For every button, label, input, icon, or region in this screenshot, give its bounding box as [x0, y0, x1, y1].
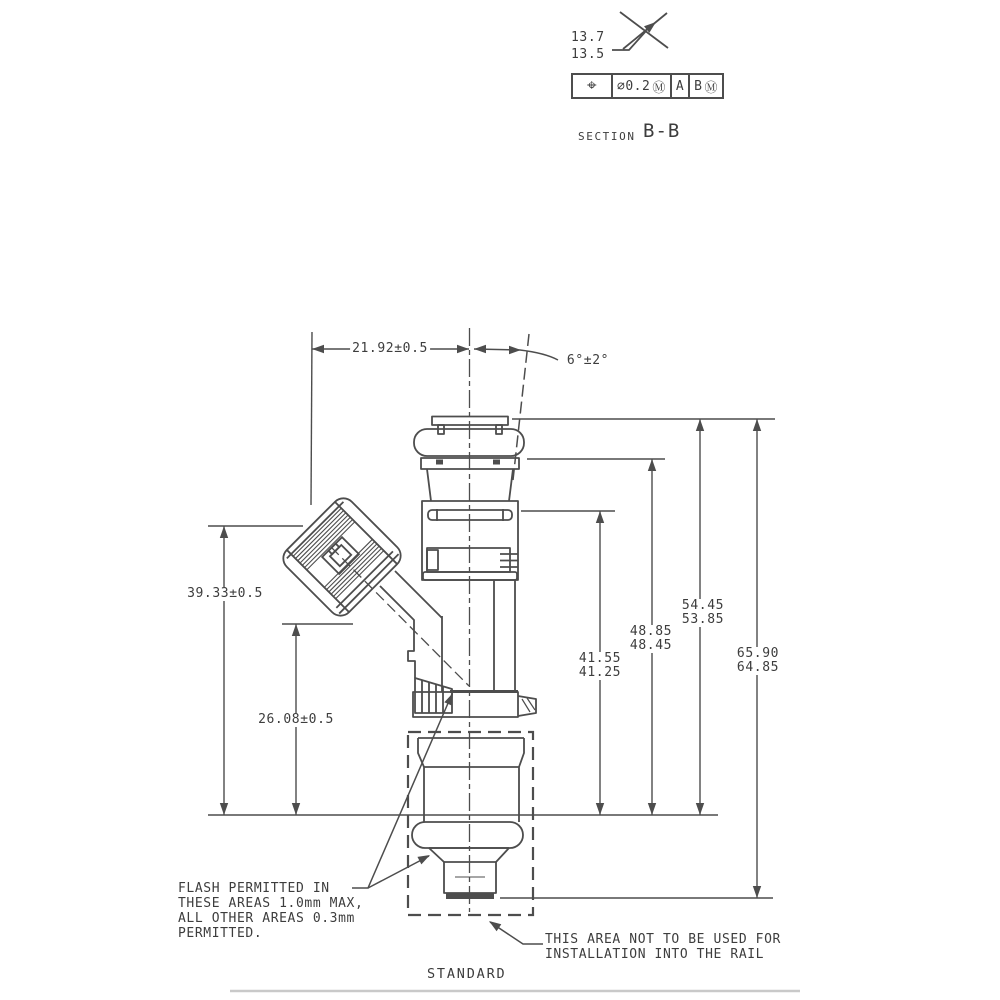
- arrow-26-top-icon: [292, 624, 300, 636]
- arrow-41-top-icon: [596, 511, 604, 523]
- body-lower-band-left-box: [427, 550, 438, 570]
- dim-connector-bottom-height: 26.08±0.5: [258, 712, 334, 727]
- arrow-48-bottom-icon: [648, 803, 656, 815]
- lower-seat: [418, 738, 524, 822]
- dim-65: [735, 647, 781, 675]
- body-clip-comb: [500, 554, 518, 567]
- nozzle-tip-band: [446, 893, 494, 899]
- flash-note-line2: THESE AREAS 1.0mm MAX,: [178, 896, 364, 911]
- datum-b-cell: [688, 75, 722, 97]
- connector-clip-latch: [329, 544, 340, 555]
- tolerance-value: ⌀0.2: [617, 78, 651, 94]
- feature-control-frame: [571, 73, 724, 99]
- variant-label: STANDARD: [427, 966, 507, 982]
- position-symbol-icon: ⌖: [586, 76, 598, 96]
- injector-outline: [380, 417, 536, 900]
- electrical-connector: [278, 493, 405, 620]
- dim-41-lower: 41.25: [578, 665, 622, 680]
- dim-connector-top-height: 39.33±0.5: [187, 586, 263, 601]
- dim-41-upper: 41.55: [578, 651, 622, 666]
- rail-note-line1: THIS AREA NOT TO BE USED FOR: [545, 932, 781, 947]
- arrow-angle-left-icon: [474, 345, 486, 353]
- collar-tab-hatch: [522, 698, 535, 712]
- tolerance-cell: [611, 75, 670, 97]
- dim-48-upper: 48.85: [629, 624, 673, 639]
- dim-41: [577, 652, 623, 680]
- connector-neck-outline: [380, 586, 415, 678]
- dim-54-upper: 54.45: [681, 598, 725, 613]
- arrow-65-top-icon: [753, 419, 761, 431]
- dim-54-lower: 53.85: [681, 612, 725, 627]
- washer-mark-right: [493, 460, 500, 465]
- arrowheads: [220, 345, 761, 931]
- section-dim-upper: 13.7: [571, 30, 605, 45]
- dim-horizontal-offset: 21.92±0.5: [352, 341, 428, 356]
- arrow-54-top-icon: [696, 419, 704, 431]
- arrow-48-top-icon: [648, 459, 656, 471]
- dim-65-upper: 65.90: [736, 646, 780, 661]
- jet-direction-symbol: [612, 12, 668, 50]
- section-title-name: B-B: [643, 120, 681, 142]
- rail-note: [545, 932, 781, 962]
- flash-note-line4: PERMITTED.: [178, 926, 263, 941]
- arrow-angle-right-icon: [509, 346, 521, 354]
- rail-note-line2: INSTALLATION INTO THE RAIL: [545, 947, 765, 962]
- arrow-41-bottom-icon: [596, 803, 604, 815]
- lower-oring: [412, 822, 523, 848]
- connector-top-face: [287, 502, 344, 559]
- datum-b-value: B: [694, 78, 703, 94]
- arrow-26-bottom-icon: [292, 803, 300, 815]
- datum-a-cell: A: [670, 75, 688, 97]
- material-modifier-icon: Ⓜ: [652, 80, 666, 96]
- dim-48: [628, 625, 674, 653]
- dim-tilt-angle: 6°±2°: [566, 353, 610, 368]
- connector-side-rails: [287, 502, 397, 612]
- datum-b-modifier-icon: Ⓜ: [704, 80, 718, 96]
- connector-neck-inner: [395, 571, 442, 618]
- arrow-flash-lower-icon: [417, 851, 432, 864]
- connector-clip: [322, 537, 359, 574]
- washer-mark-left: [436, 460, 443, 465]
- arrow-offset-left-icon: [312, 345, 324, 353]
- connector-axis-line: [331, 547, 469, 686]
- section-dim-lower: 13.5: [571, 47, 605, 62]
- arrow-offset-right-icon: [457, 345, 469, 353]
- arrow-39-bottom-icon: [220, 803, 228, 815]
- arrow-39-top-icon: [220, 526, 228, 538]
- arrow-54-bottom-icon: [696, 803, 704, 815]
- arrow-65-bottom-icon: [753, 886, 761, 898]
- flash-note-line3: ALL OTHER AREAS 0.3mm: [178, 911, 355, 926]
- body-lower-band: [427, 548, 510, 572]
- flash-leader-upper: [352, 694, 452, 888]
- flash-note-line1: FLASH PERMITTED IN: [178, 881, 330, 896]
- ext-offset-left: [311, 332, 312, 505]
- valve-tube: [442, 580, 515, 692]
- dim-48-lower: 48.45: [629, 638, 673, 653]
- connector-mating-face: [335, 550, 399, 614]
- flash-note: [178, 881, 363, 941]
- dim-54: [680, 599, 726, 627]
- arrow-rail-icon: [487, 918, 502, 932]
- arrow-flash-upper-icon: [444, 691, 457, 705]
- dim-65-lower: 64.85: [736, 660, 780, 675]
- section-title-prefix: SECTION: [578, 130, 636, 143]
